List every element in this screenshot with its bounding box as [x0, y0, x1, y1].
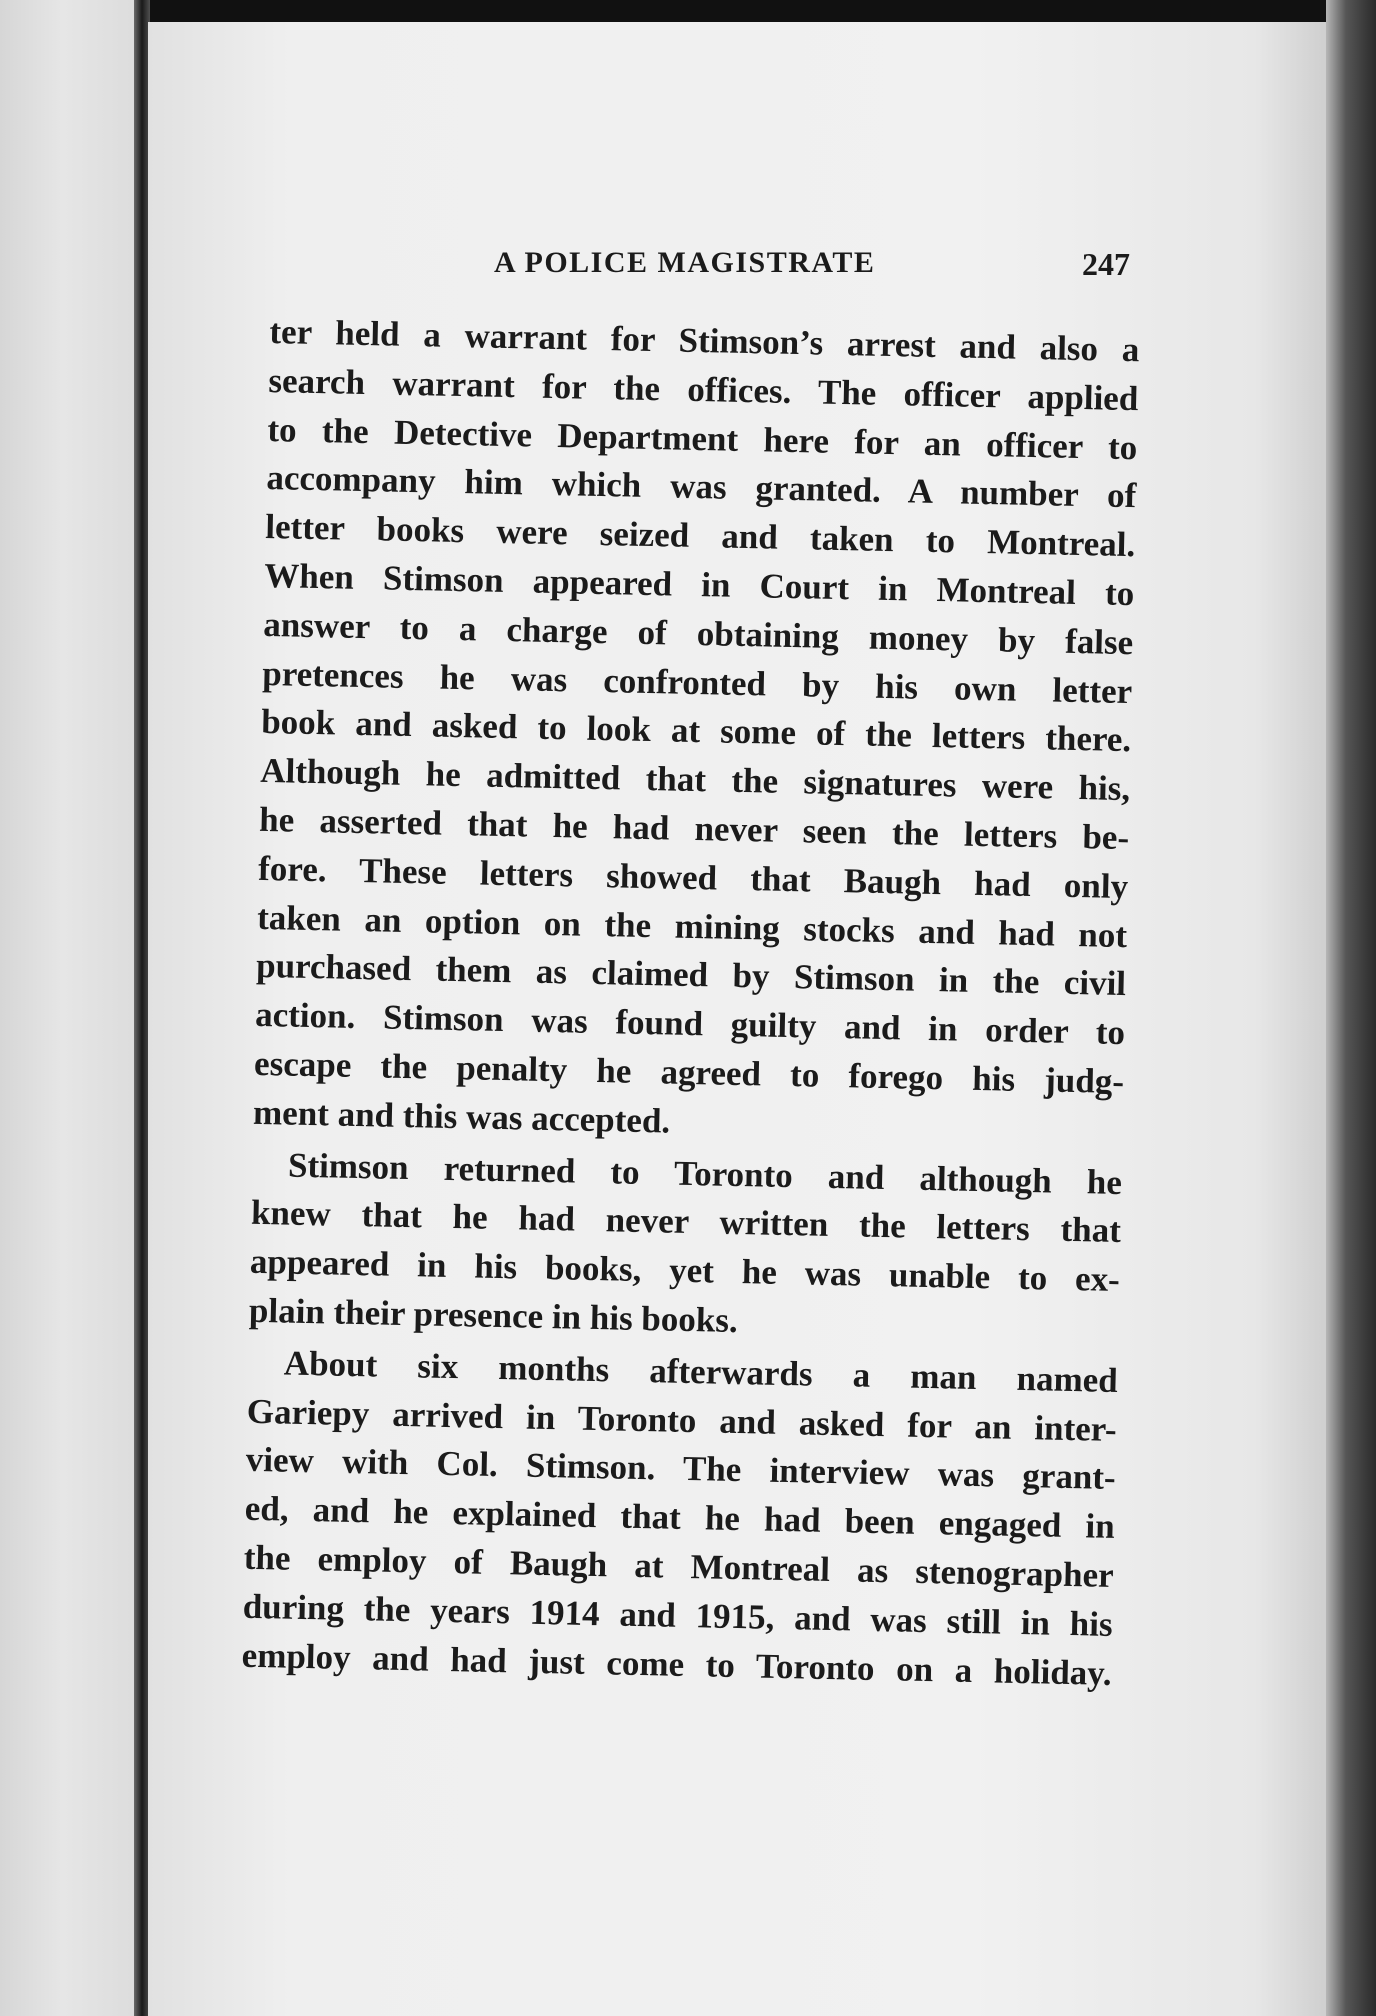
text-line: When Stimson appeared in Court in Montreal to: [263, 555, 1135, 614]
text-line: search warrant for the offices. The officer applied: [268, 360, 1139, 418]
text-line: Although he admitted that the signatures were his,: [259, 751, 1131, 809]
text-line: book and asked to look at some of the letters there.: [260, 702, 1132, 760]
text-line: ed, and he explained that he had been engaged in: [244, 1488, 1116, 1547]
text-line: pretences he was confronted by his own letter: [261, 653, 1133, 711]
body-text: [241, 308, 1140, 1698]
text-line: About six months afterwards a man named: [283, 1343, 1119, 1400]
text-line: Gariepy arrived in Toronto and asked for an inter-: [246, 1391, 1118, 1449]
text-line: accompany him which was granted. A number of: [266, 458, 1137, 516]
text-line: employ and had just come to Toronto on a holiday.: [241, 1635, 1113, 1693]
text-line: fore. These letters showed that Baugh had only: [257, 848, 1129, 906]
page-number: 247: [1082, 246, 1130, 282]
text-line: Stimson returned to Toronto and although he: [287, 1145, 1123, 1202]
text-line: letter books were seized and taken to Montreal.: [265, 507, 1136, 565]
text-line: appeared in his books, yet he was unable to ex-: [249, 1241, 1121, 1300]
text-line: view with Col. Stimson. The interview was grant-: [245, 1440, 1117, 1498]
paragraph: [248, 1140, 1122, 1353]
text-line: answer to a charge of obtaining money by false: [262, 604, 1134, 662]
text-line: to the Detective Department here for an officer to: [267, 409, 1138, 467]
text-line: knew that he had never written the letters that: [250, 1193, 1122, 1251]
text-line: purchased them as claimed by Stimson in the civil: [255, 946, 1127, 1004]
text-line: during the years 1914 and 1915, and was still in his: [242, 1586, 1114, 1644]
text-line: action. Stimson was found guilty and in order to: [254, 995, 1126, 1053]
running-head: A POLICE MAGISTRATE: [494, 246, 876, 279]
facing-page-margin: [0, 0, 138, 2016]
text-line: ter held a warrant for Stimson’s arrest and also a: [269, 311, 1140, 370]
page-edge-shadow: [1326, 0, 1376, 2016]
paragraph: [241, 1339, 1118, 1699]
text-line: he asserted that he had never seen the letters be-: [258, 799, 1130, 858]
text-line: taken an option on the mining stocks and had not: [256, 897, 1128, 955]
text-line: ment and this was accepted.: [252, 1092, 671, 1141]
page-header: [494, 246, 1130, 286]
text-line: the employ of Baugh at Montreal as stenographer: [243, 1537, 1115, 1595]
paragraph: [253, 308, 1140, 1156]
text-line: escape the penalty he agreed to forego his judg-: [253, 1043, 1125, 1102]
text-line: plain their presence in his books.: [248, 1290, 739, 1340]
